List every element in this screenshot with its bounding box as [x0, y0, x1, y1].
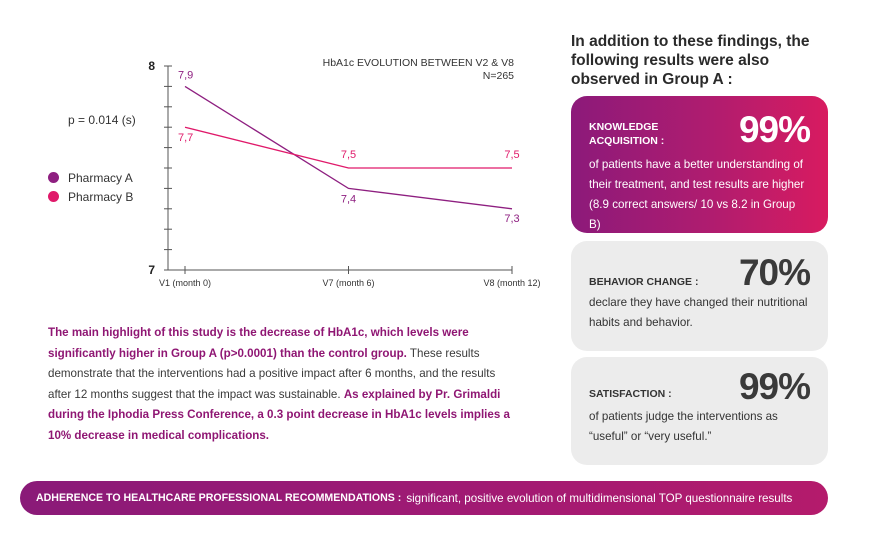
p-value-annotation: p = 0.014 (s) — [68, 113, 136, 127]
y-tick-label: 8 — [148, 59, 155, 73]
card-satisfaction — [571, 357, 828, 465]
card-label: KNOWLEDGE ACQUISITION : — [589, 121, 665, 147]
data-label: 7,7 — [178, 132, 194, 145]
card-description: of patients have a better understanding of their treatment, and test results are higher (8.9 correct answers/ 10 vs 8.2 in Group B) — [589, 158, 805, 231]
chart-title — [280, 57, 514, 83]
adherence-banner — [20, 481, 828, 515]
legend-item-pharmacy-b — [48, 187, 133, 206]
x-tick-label: V7 (month 6) — [322, 278, 375, 288]
chart-legend — [48, 168, 133, 206]
series-line-pharmacy-a — [185, 86, 512, 208]
legend-dot-pharmacy-a — [48, 172, 59, 183]
data-label: 7,3 — [504, 212, 520, 225]
card-behavior-change — [571, 241, 828, 351]
x-tick-label: V8 (month 12) — [483, 278, 541, 288]
y-tick-label: 7 — [148, 263, 155, 277]
x-tick-label: V1 (month 0) — [158, 278, 212, 288]
card-label: SATISFACTION : — [589, 388, 672, 400]
card-description: declare they have changed their nutritional habits and behavior. — [589, 296, 808, 329]
data-label: 7,5 — [340, 149, 357, 161]
chart-subtitle: N=265 — [482, 70, 514, 82]
paragraph-body: These results demonstrate that the interventions had a positive impact after 6 months, and the results after 12 months suggest that the impact was sustainable. — [48, 346, 496, 401]
data-label: 7,9 — [178, 69, 194, 82]
legend-item-pharmacy-a — [48, 168, 133, 187]
card-percent: 99% — [738, 109, 810, 150]
card-description: of patients judge the interventions as “useful” or “very useful.” — [589, 410, 778, 443]
study-highlight-paragraph — [48, 323, 518, 446]
card-knowledge-acquisition — [571, 96, 828, 233]
series-line-pharmacy-b — [185, 127, 512, 168]
card-label: BEHAVIOR CHANGE : — [589, 276, 699, 288]
hba1c-line-chart — [0, 0, 560, 300]
data-label: 7,5 — [504, 149, 520, 161]
paragraph-highlight-1: The main highlight of this study is the decrease of HbA1c, which levels were significantly higher in Group A (p>0.0001) than the control group. — [48, 326, 469, 360]
legend-label-pharmacy-b: Pharmacy B — [68, 189, 134, 204]
card-percent: 70% — [738, 252, 810, 293]
paragraph-highlight-2: As explained by Pr. Grimaldi during the Iphodia Press Conference, a 0.3 point decrease in HbA1c levels implies a 10% decrease in medical complications. — [48, 387, 510, 442]
card-percent: 99% — [738, 366, 810, 407]
side-heading: In addition to these findings, the following results were also observed in Group A : — [571, 33, 810, 88]
legend-dot-pharmacy-b — [48, 191, 59, 202]
banner-text: significant, positive evolution of multidimensional TOP questionnaire results — [406, 491, 793, 505]
banner-label: ADHERENCE TO HEALTHCARE PROFESSIONAL RECOMMENDATIONS : — [36, 492, 402, 504]
data-label: 7,4 — [340, 193, 357, 206]
legend-label-pharmacy-a: Pharmacy A — [68, 170, 133, 185]
chart-title-text: HbA1c EVOLUTION BETWEEN V2 & V8 — [322, 57, 514, 69]
